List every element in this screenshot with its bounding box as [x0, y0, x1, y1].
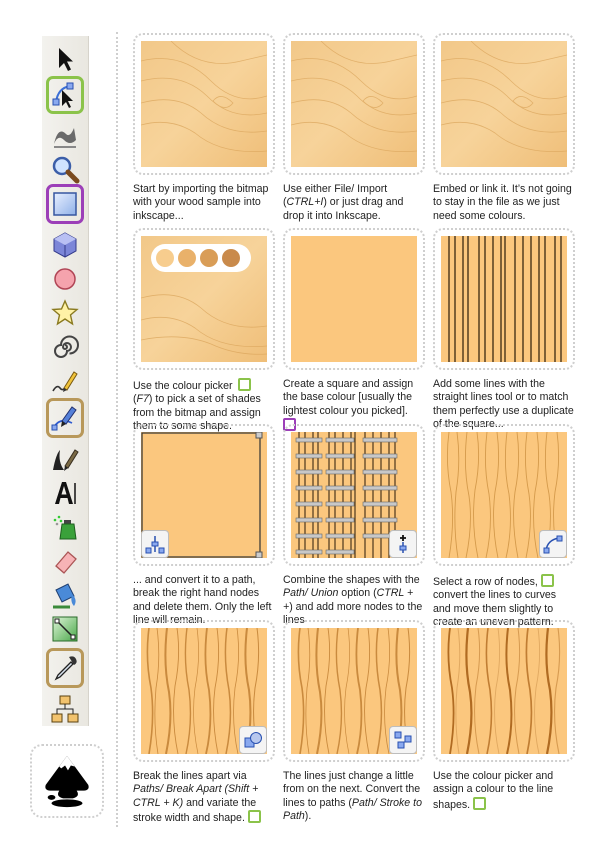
swatch-4 [222, 249, 240, 267]
step-2-caption: Use either File/ Import (CTRL+I) or just drag and drop it into Inkscape. [283, 183, 404, 222]
step-3-image-frame [433, 33, 575, 175]
inkscape-logo-icon [38, 752, 96, 810]
step-3 [433, 33, 575, 223]
step-9-caption: Select a row of nodes, convert the lines to curves and move them slightly to create an uneven pattern. [433, 576, 557, 629]
step-4-caption: Use the colour picker (F7) to pick a set of shades from the bitmap and assign them to some shape. [133, 380, 261, 433]
stroke-to-path-icon [389, 726, 417, 754]
step-2-image-frame [283, 33, 425, 175]
step-4 [133, 228, 275, 434]
step-8-image-frame [283, 424, 425, 566]
step-5-image-frame [283, 228, 425, 370]
step-5-caption: Create a square and assign the base colour [usually the lightest colour you picked]. [283, 378, 425, 434]
ellipse-icon[interactable] [46, 262, 84, 296]
green-marker-icon [248, 810, 261, 823]
add-nodes-icon [389, 530, 417, 558]
step-7 [133, 424, 275, 628]
node-editor-icon[interactable] [46, 76, 84, 114]
wood-bitmap-image [141, 41, 267, 167]
pen-bezier-icon[interactable] [46, 398, 84, 438]
step-8 [283, 424, 425, 628]
inkscape-logo [30, 744, 104, 818]
step-10-image-frame [133, 620, 275, 762]
calligraphy-icon[interactable] [46, 442, 84, 476]
curve-node-icon [539, 530, 567, 558]
step-12-image-frame [433, 620, 575, 762]
step-4-image-frame [133, 228, 275, 370]
step-7-image-frame [133, 424, 275, 566]
step-6-image-frame [433, 228, 575, 370]
step-9 [433, 424, 575, 630]
green-marker-icon [473, 797, 486, 810]
step-12 [433, 620, 575, 812]
dropper-icon[interactable] [46, 648, 84, 688]
break-apart-icon [239, 726, 267, 754]
spiral-icon[interactable] [46, 330, 84, 364]
pencil-icon[interactable] [46, 364, 84, 398]
star-icon[interactable] [46, 296, 84, 330]
selector-arrow-icon[interactable] [46, 42, 84, 76]
swatch-2 [178, 249, 196, 267]
step-11 [283, 620, 425, 824]
swatch-3 [200, 249, 218, 267]
spray-icon[interactable] [46, 510, 84, 544]
step-5 [283, 228, 425, 434]
straight-lines-image [441, 236, 567, 362]
step-1 [133, 33, 275, 223]
step-3-caption: Embed or link it. It’s not going to stay in the file as we just need some colours. [433, 183, 572, 222]
paint-bucket-icon[interactable] [46, 578, 84, 612]
wood-bitmap-image [291, 41, 417, 167]
green-marker-icon [238, 378, 251, 391]
step-12-caption: Use the colour picker and assign a colour to the line shapes. [433, 770, 554, 811]
step-11-caption: The lines just change a little from on the next. Convert the lines to paths (Path/ Stroke to Path). [283, 770, 422, 823]
final-wood-texture-image [441, 628, 567, 754]
step-8-caption: Combine the shapes with the Path/ Union option (CTRL + +) and add more nodes to the lines [283, 574, 423, 627]
wood-bitmap-image [441, 41, 567, 167]
step-10-caption: Break the lines apart via Paths/ Break Apart (Shift + CTRL + K) and variate the stroke width and shape. [133, 770, 275, 826]
gradient-icon[interactable] [46, 612, 84, 646]
step-2 [283, 33, 425, 223]
base-colour-square [291, 236, 417, 362]
swatch-1 [156, 249, 174, 267]
text-icon[interactable] [46, 476, 84, 510]
break-nodes-icon [141, 530, 169, 558]
wood-with-swatches-image [141, 236, 267, 362]
eraser-icon[interactable] [46, 544, 84, 578]
step-6 [433, 228, 575, 432]
rectangle-icon[interactable] [46, 184, 84, 224]
step-6-caption: Add some lines with the straight lines tool or to match them perfectly use a duplicate of the square... [433, 378, 574, 431]
column-divider [116, 32, 118, 827]
step-11-image-frame [283, 620, 425, 762]
inkscape-toolbox [42, 36, 89, 726]
tweak-icon[interactable] [46, 118, 84, 152]
zoom-icon[interactable] [46, 152, 84, 186]
3d-box-icon[interactable] [46, 228, 84, 262]
step-9-image-frame [433, 424, 575, 566]
connector-icon[interactable] [46, 692, 84, 726]
green-marker-icon [541, 574, 554, 587]
step-10 [133, 620, 275, 826]
step-1-image-frame [133, 33, 275, 175]
step-7-caption: ... and convert it to a path, break the right hand nodes and delete them. Only the left line will remain. [133, 574, 272, 627]
step-1-caption: Start by importing the bitmap with your wood sample into inkscape... [133, 183, 269, 222]
